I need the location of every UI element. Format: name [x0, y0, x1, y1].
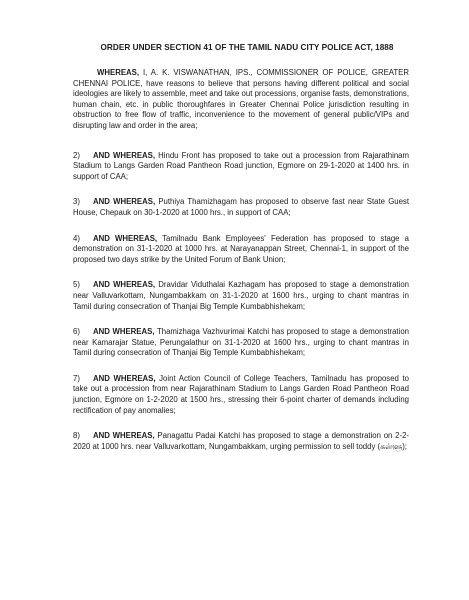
paragraph-lead: AND WHEREAS,	[93, 233, 158, 243]
paragraph-text: Dravidar Viduthalai Kazhagam has proposed to stage a demonstration near Valluvarkottam, Nungambakkam on 31-1-2020 at 1600 hrs., urging to chant mantras in Tamil during consecration of Thanjai Big Temple Kumbabhishekam;	[73, 280, 410, 311]
paragraph-lead: AND WHEREAS,	[93, 280, 156, 290]
paragraph-text: Hindu Front has proposed to take out a procession from Rajarathinam Stadium to Langs Garden Road Pantheon Road junction, Egmore on 29-1-2020 at 1400 hrs. in support of CAA;	[73, 150, 409, 181]
paragraph-text: Joint Action Council of College Teachers, Tamilnadu has proposed to take out a procession from near Rajarathinam Stadium to Langs Garden Road Pantheon Road junction, Egmore on 1-2-2020 at 1500 hrs., stressing their 6-point charter of demands including rectification of pay anomalies;	[73, 373, 409, 415]
paragraph-7	[73, 374, 409, 416]
paragraph-text: Tamilnadu Bank Employees' Federation has proposed to stage a demonstration on 31-1-2020 at 1000 hrs. at Narayanappan Street, Chennai-1, in support of the proposed two days strike by the United Forum of Bank Union;	[73, 233, 410, 264]
paragraph-number: 5)	[73, 280, 80, 290]
paragraph-text: Panagattu Padai Katchi has proposed to stage a demonstration on 2-2-2020 at 1000 hrs. near Valluvarkottam, Nungambakkam, urging permission to sell toddy (கள்ளு);	[73, 431, 410, 451]
paragraph-2	[73, 151, 409, 183]
intro-lead: WHEREAS,	[97, 68, 140, 77]
paragraph-number: 7)	[73, 373, 80, 383]
paragraph-text: Thamizhaga Vazhvurimai Katchi has proposed to stage a demonstration near Kamarajar Statue, Perungalathur on 31-1-2020 at 1600 hrs., urging to chant mantras in Tamil during consecration of Thanjai Big Temple Kumbabhishekam;	[73, 327, 410, 358]
paragraph-3	[73, 197, 409, 218]
paragraph-number: 6)	[73, 327, 80, 337]
paragraph-number: 4)	[73, 233, 80, 243]
paragraph-5	[73, 280, 409, 312]
intro-text: I, A. K. VISWANATHAN, IPS., COMMISSIONER OF POLICE, GREATER CHENNAI POLICE, have reasons to believe that persons having different political and social ideologies are likely to assemble, meet and take out processions, organise fasts, demonstrations, human chain, etc. in public thoroughfares in Greater Chennai Police jurisdiction resulting in obstruction to free flow of traffic, inconvenience to the movement of general public/VIPs and disrupting law and order in the area;	[73, 68, 409, 130]
paragraph-number: 2)	[73, 150, 80, 160]
paragraph-text: Puthiya Thamizhagam has proposed to observe fast near State Guest House, Chepauk on 30-1-2020 at 1000 hrs., in support of CAA;	[73, 197, 409, 217]
paragraph-number: 8)	[73, 431, 80, 441]
paragraph-lead: AND WHEREAS,	[93, 373, 156, 383]
paragraph-8	[73, 431, 409, 452]
paragraph-number: 3)	[73, 197, 80, 207]
paragraph-lead: AND WHEREAS,	[93, 150, 156, 160]
paragraph-lead: AND WHEREAS,	[93, 327, 155, 337]
paragraph-6	[73, 327, 409, 359]
paragraph-4	[73, 234, 409, 266]
document-title: ORDER UNDER SECTION 41 OF THE TAMIL NADU CITY POLICE ACT, 1888	[100, 43, 394, 52]
paragraph-lead: AND WHEREAS,	[93, 197, 156, 207]
paragraph-lead: AND WHEREAS,	[93, 431, 155, 441]
intro-paragraph	[73, 68, 409, 132]
